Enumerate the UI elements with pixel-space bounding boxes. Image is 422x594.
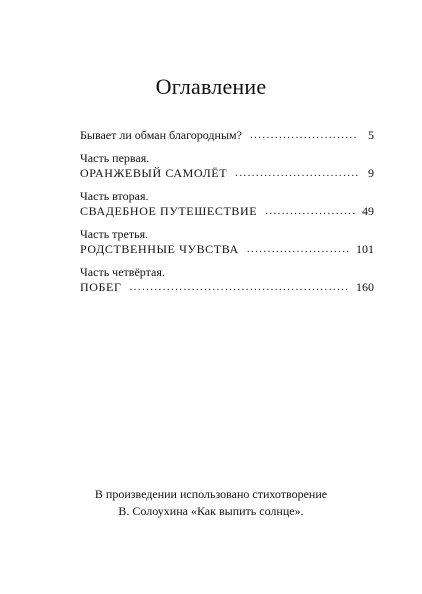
dot-leader xyxy=(265,204,356,219)
toc-entry-part-4 xyxy=(80,265,374,295)
footnote xyxy=(0,486,422,520)
toc-page-number: 101 xyxy=(356,242,374,256)
dot-leader xyxy=(247,242,350,257)
toc-part-label: Часть первая. xyxy=(80,151,150,165)
toc-entry-line xyxy=(80,128,374,143)
toc-entry-intro xyxy=(80,128,374,143)
toc-entry-title: ПОБЕГ xyxy=(80,280,122,294)
table-of-contents xyxy=(80,128,374,295)
toc-page-number: 160 xyxy=(356,280,374,294)
toc-entry-part-3 xyxy=(80,227,374,257)
footnote-line-2: В. Солоухина «Как выпить солнце». xyxy=(118,504,304,518)
toc-page-number: 9 xyxy=(368,166,374,180)
toc-part-label: Часть четвёртая. xyxy=(80,265,165,279)
toc-entry-line xyxy=(80,280,374,295)
toc-entry-part-1 xyxy=(80,151,374,181)
toc-entry-line xyxy=(80,242,374,257)
toc-page-number: 5 xyxy=(368,128,374,142)
toc-entry-line xyxy=(80,166,374,181)
toc-entry-title: СВАДЕБНОЕ ПУТЕШЕСТВИЕ xyxy=(80,204,258,218)
toc-entry-part-2 xyxy=(80,189,374,219)
toc-entry-title: Бывает ли обман благородным? xyxy=(80,128,242,142)
toc-heading: Оглавление xyxy=(155,74,267,99)
footnote-line-1: В произведении использовано стихотворение xyxy=(94,487,328,501)
toc-part-label: Часть вторая. xyxy=(80,189,149,203)
toc-page-number: 49 xyxy=(362,204,374,218)
toc-entry-line xyxy=(80,204,374,219)
toc-entry-title: ОРАНЖЕВЫЙ САМОЛЁТ xyxy=(80,166,228,180)
toc-part-label: Часть третья. xyxy=(80,227,149,241)
toc-entry-title: РОДСТВЕННЫЕ ЧУВСТВА xyxy=(80,242,239,256)
dot-leader xyxy=(235,166,358,181)
dot-leader xyxy=(130,280,351,295)
dot-leader xyxy=(250,128,358,143)
